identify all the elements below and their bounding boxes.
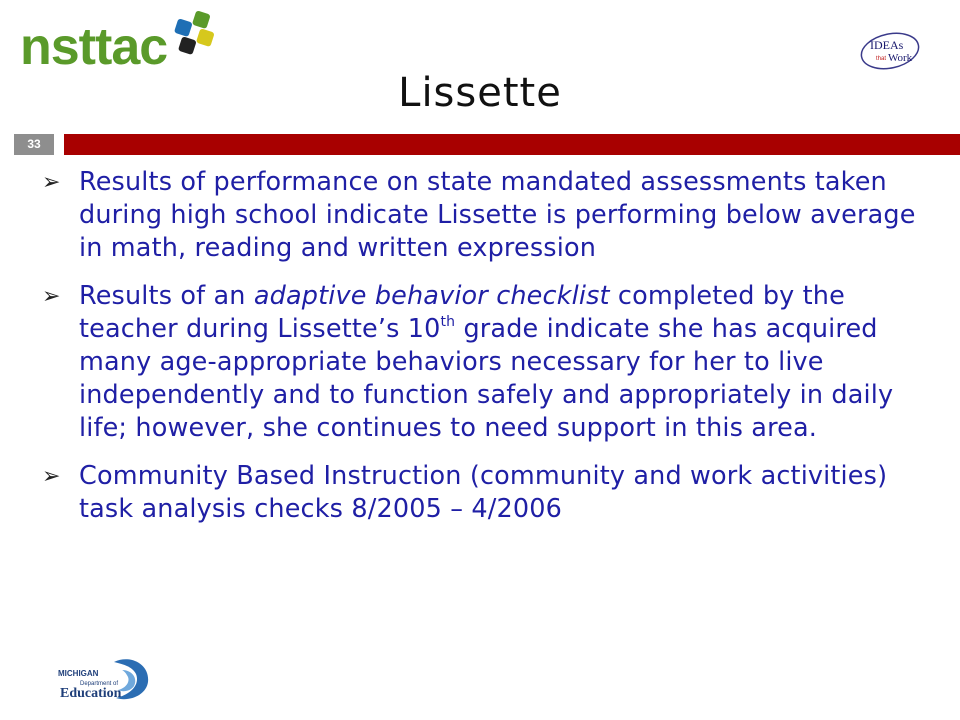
bullet-text: Results of performance on state mandated assessments taken during high school indicate Lissette is performing below average in math, reading and written expression [79,167,916,263]
nsttac-square-yellow [196,28,215,47]
bullet-list [42,166,947,541]
nsttac-logo [18,8,228,74]
ideas-that-work-logo [858,30,922,72]
bullet-item-community-instruction [42,460,947,526]
ideas-logo-line3: Work [888,52,913,64]
arrow-bullet-icon: ➢ [42,170,61,195]
ordinal-superscript: th [440,314,456,330]
slide-number: 33 [14,134,54,155]
nsttac-square-blue [174,18,193,37]
nsttac-logo-text: nsttac [20,18,168,74]
slide-title: Lissette [398,70,562,116]
arrow-bullet-icon: ➢ [42,284,61,309]
bullet-text: Community Based Instruction (community and work activities) task analysis checks 8/2005 – 4/2006 [79,461,888,524]
mde-logo-line3: Education [60,686,122,701]
mde-logo-line2: Department of [80,681,119,687]
nsttac-square-green [192,10,211,29]
bullet-item-adaptive-behavior [42,280,947,445]
bullet-text-part: grade indicate she has acquired many age-appropriate behaviors necessary for her to live independently and to function safely and appropriately in daily life; however, she continues to need support in this area. [79,314,894,443]
arrow-bullet-icon: ➢ [42,464,61,489]
bullet-item-assessments [42,166,947,265]
mde-logo-line1: MICHIGAN [58,669,99,678]
michigan-education-logo [56,656,156,704]
bullet-text-part: completed by the teacher during Lissette’s 10 [79,281,845,344]
accent-bar [64,134,960,155]
bullet-italic-term: adaptive behavior checklist [253,281,610,311]
ideas-logo-line2: that [876,56,887,62]
ideas-logo-line1: IDEAs [870,38,904,52]
nsttac-square-dark [178,36,197,55]
bullet-text-part: Results of an [79,281,254,311]
